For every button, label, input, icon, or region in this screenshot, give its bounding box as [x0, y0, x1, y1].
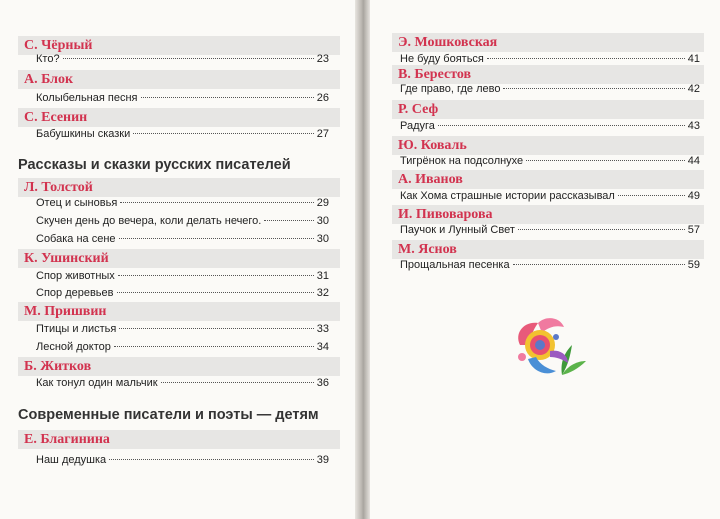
author-heading: К. Ушинский: [18, 249, 340, 268]
toc-entry[interactable]: [400, 257, 700, 273]
toc-entry[interactable]: [36, 339, 329, 355]
entry-page: 27: [316, 128, 329, 140]
entry-title: Где право, где лево: [400, 83, 501, 95]
entry-page: 32: [316, 287, 329, 299]
toc-entry[interactable]: [36, 195, 329, 211]
leader-dots: [518, 229, 685, 230]
toc-entry[interactable]: [36, 90, 329, 106]
section-heading: Рассказы и сказки русских писателей: [18, 157, 291, 173]
entry-page: 30: [316, 215, 329, 227]
entry-title: Как Хома страшные истории рассказывал: [400, 190, 615, 202]
leader-dots: [264, 220, 313, 221]
toc-entry[interactable]: [36, 126, 329, 142]
toc-entry[interactable]: [400, 222, 700, 238]
toc-entry[interactable]: [36, 375, 329, 391]
toc-entry[interactable]: [36, 231, 329, 247]
entry-page: 49: [687, 190, 700, 202]
leader-dots: [114, 346, 314, 347]
author-heading: А. Блок: [18, 70, 340, 89]
entry-page: 43: [687, 120, 700, 132]
author-heading: Б. Житков: [18, 357, 340, 376]
leader-dots: [117, 292, 314, 293]
leader-dots: [513, 264, 685, 265]
folk-flower-icon: [510, 315, 590, 385]
entry-page: 42: [687, 83, 700, 95]
leader-dots: [119, 238, 314, 239]
entry-title: Птицы и листья: [36, 323, 117, 335]
leader-dots: [526, 160, 685, 161]
author-heading: Е. Благинина: [18, 430, 340, 449]
entry-page: 36: [316, 377, 329, 389]
entry-page: 33: [316, 323, 329, 335]
leader-dots: [141, 97, 314, 98]
entry-title: Тигрёнок на подсолнухе: [400, 155, 524, 167]
entry-title: Наш дедушка: [36, 454, 107, 466]
leader-dots: [438, 125, 685, 126]
entry-page: 39: [316, 454, 329, 466]
entry-title: Спор животных: [36, 270, 115, 282]
entry-page: 41: [687, 53, 700, 65]
left-page: [0, 0, 355, 519]
entry-title: Радуга: [400, 120, 435, 132]
right-page: [370, 0, 720, 519]
entry-page: 23: [316, 53, 329, 65]
author-heading: М. Пришвин: [18, 302, 340, 321]
entry-title: Как тонул один мальчик: [36, 377, 158, 389]
author-heading: М. Яснов: [392, 240, 704, 259]
entry-title: Бабушкины сказки: [36, 128, 131, 140]
entry-title: Собака на сене: [36, 233, 116, 245]
leader-dots: [118, 275, 314, 276]
toc-entry[interactable]: [36, 268, 329, 284]
entry-page: 34: [316, 341, 329, 353]
entry-title: Паучок и Лунный Свет: [400, 224, 515, 236]
leader-dots: [133, 133, 313, 134]
author-heading: Р. Сеф: [392, 100, 704, 119]
toc-entry[interactable]: [400, 153, 700, 169]
entry-title: Прощальная песенка: [400, 259, 510, 271]
section-heading: Современные писатели и поэты — детям: [18, 407, 319, 423]
author-heading: И. Пивоварова: [392, 205, 704, 224]
entry-page: 59: [687, 259, 700, 271]
entry-page: 44: [687, 155, 700, 167]
entry-page: 57: [687, 224, 700, 236]
leader-dots: [503, 88, 684, 89]
author-heading: С. Есенин: [18, 108, 340, 127]
author-heading: Ю. Коваль: [392, 136, 704, 155]
toc-entry[interactable]: [36, 321, 329, 337]
author-heading: С. Чёрный: [18, 36, 340, 55]
entry-title: Лесной доктор: [36, 341, 111, 353]
entry-title: Колыбельная песня: [36, 92, 138, 104]
author-heading: Э. Мошковская: [392, 33, 704, 52]
leader-dots: [120, 202, 313, 203]
entry-title: Отец и сыновья: [36, 197, 118, 209]
leader-dots: [487, 58, 685, 59]
entry-page: 31: [316, 270, 329, 282]
toc-entry[interactable]: [36, 452, 329, 468]
leader-dots: [618, 195, 685, 196]
author-heading: Л. Толстой: [18, 178, 340, 197]
entry-title: Кто?: [36, 53, 60, 65]
book-gutter: [355, 0, 370, 519]
entry-title: Не буду бояться: [400, 53, 484, 65]
leader-dots: [109, 459, 314, 460]
leader-dots: [63, 58, 314, 59]
author-heading: В. Берестов: [392, 65, 704, 84]
toc-entry[interactable]: [400, 81, 700, 97]
toc-entry[interactable]: [400, 118, 700, 134]
entry-page: 30: [316, 233, 329, 245]
entry-page: 29: [316, 197, 329, 209]
toc-entry[interactable]: [36, 285, 329, 301]
leader-dots: [119, 328, 313, 329]
leader-dots: [161, 382, 314, 383]
toc-entry[interactable]: [36, 51, 329, 67]
entry-title: Скучен день до вечера, коли делать нечего.: [36, 215, 262, 227]
author-heading: А. Иванов: [392, 170, 704, 189]
toc-entry[interactable]: [400, 188, 700, 204]
toc-entry[interactable]: [36, 213, 329, 229]
entry-title: Спор деревьев: [36, 287, 114, 299]
entry-page: 26: [316, 92, 329, 104]
